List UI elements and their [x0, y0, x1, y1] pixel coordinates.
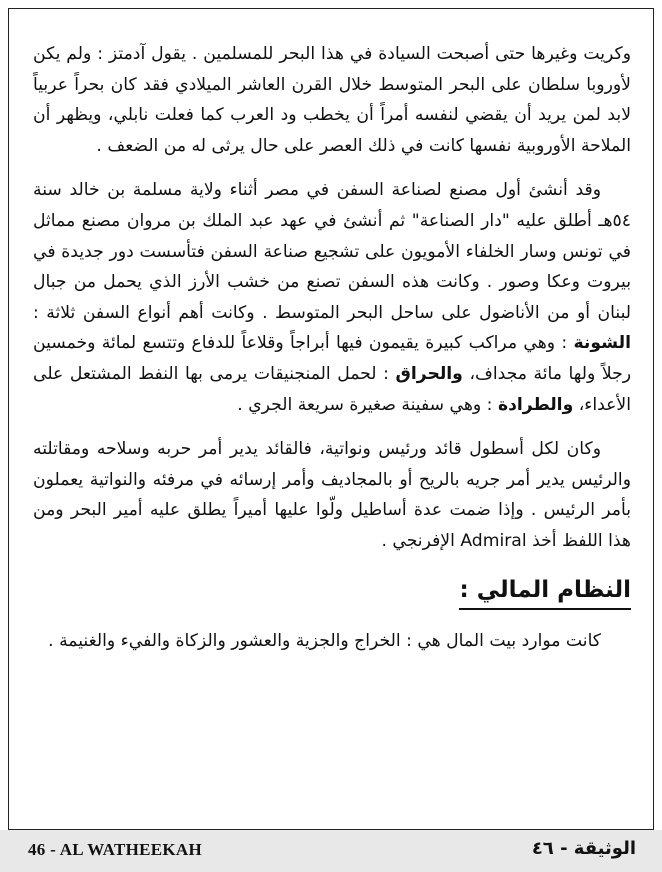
paragraph-2-text: وقد أنشئ أول مصنع لصناعة السفن في مصر أثناء ولاية مسلمة بن خالد سنة ٥٤هـ أطلق عليه "دار الصناعة" ثم أنشئ في عهد عبد الملك بن مروان مصنع مماثل في تونس وسار الخلفاء الأمويون على تشجيع صناعة السفن فتأسست دور جديدة في بيروت وعكا وصور . وكانت هذه السفن تصنع من خشب الأرز الذي يحمل من جبال لبنان أو من الأناضول على ساحل البحر المتوسط . وكانت أهم أنواع السفن ثلاثة :	[33, 180, 631, 323]
ship-type-tarrada: والطرادة	[497, 394, 574, 415]
paragraph-1	[33, 39, 631, 161]
shawna-description: : وهي مراكب كبيرة يقيمون فيها أبراجاً وقلاعاً للدفاع وتتسع لمائة وخمسين رجلاً ولها مائة مجداف،	[33, 333, 632, 384]
paragraph-1-text: وكريت وغيرها حتى أصبحت السيادة في هذا البحر للمسلمين . يقول آدمتز : ولم يكن لأوروبا سلطان على البحر المتوسط خلال القرن العاشر الميلادي فقد كان بحراً عربياً لابد لمن يريد أن يقضي لنفسه أمراً أن يخطب ود العرب كما فعلت نابلي، ويظهر أن الملاحة الأوروبية نفسها كانت في ذلك العصر على حال يرثى له من الضعف .	[33, 44, 631, 156]
paragraph-4-text: كانت موارد بيت المال هي : الخراج والجزية والعشور والزكاة والفيء والغنيمة .	[48, 631, 601, 652]
paragraph-3-text: وكان لكل أسطول قائد ورئيس ونواتية، فالقائد يدير أمر حربه وسلاحه ومقاتلته والرئيس يدير أمر جريه بالريح أو بالمجاديف وأمر إرسائه في مرفئه والنواتية يعملون بأمر الرئيس . وإذا ضمت عدة أساطيل ولّوا عليها أميراً يطلق عليه أمير البحر ومن هذا اللفظ أخذ	[33, 439, 631, 551]
footer-page-label-arabic: الوثيقة - ٤٦	[531, 838, 636, 859]
page-footer	[0, 830, 662, 872]
tarrada-description: : وهي سفينة صغيرة سريعة الجري .	[237, 394, 493, 415]
footer-page-label-english: 46 - AL WATHEEKAH	[28, 840, 203, 859]
section-heading-text: النظام المالي :	[459, 575, 631, 611]
paragraph-4	[33, 626, 631, 657]
article-body	[33, 39, 631, 671]
paragraph-2	[33, 175, 631, 420]
admiral-word: Admiral	[460, 530, 527, 551]
harraq-description: : لحمل المنجنيقات يرمى بها النفط المشتعل على الأعداء،	[33, 363, 631, 415]
paragraph-3	[33, 434, 631, 556]
page-frame	[8, 8, 654, 830]
section-heading	[33, 575, 631, 611]
paragraph-3-end: الإفرنجي .	[381, 530, 455, 551]
ship-type-shawna: الشونة	[573, 333, 631, 354]
ship-type-harraq: والحراق	[395, 363, 463, 384]
